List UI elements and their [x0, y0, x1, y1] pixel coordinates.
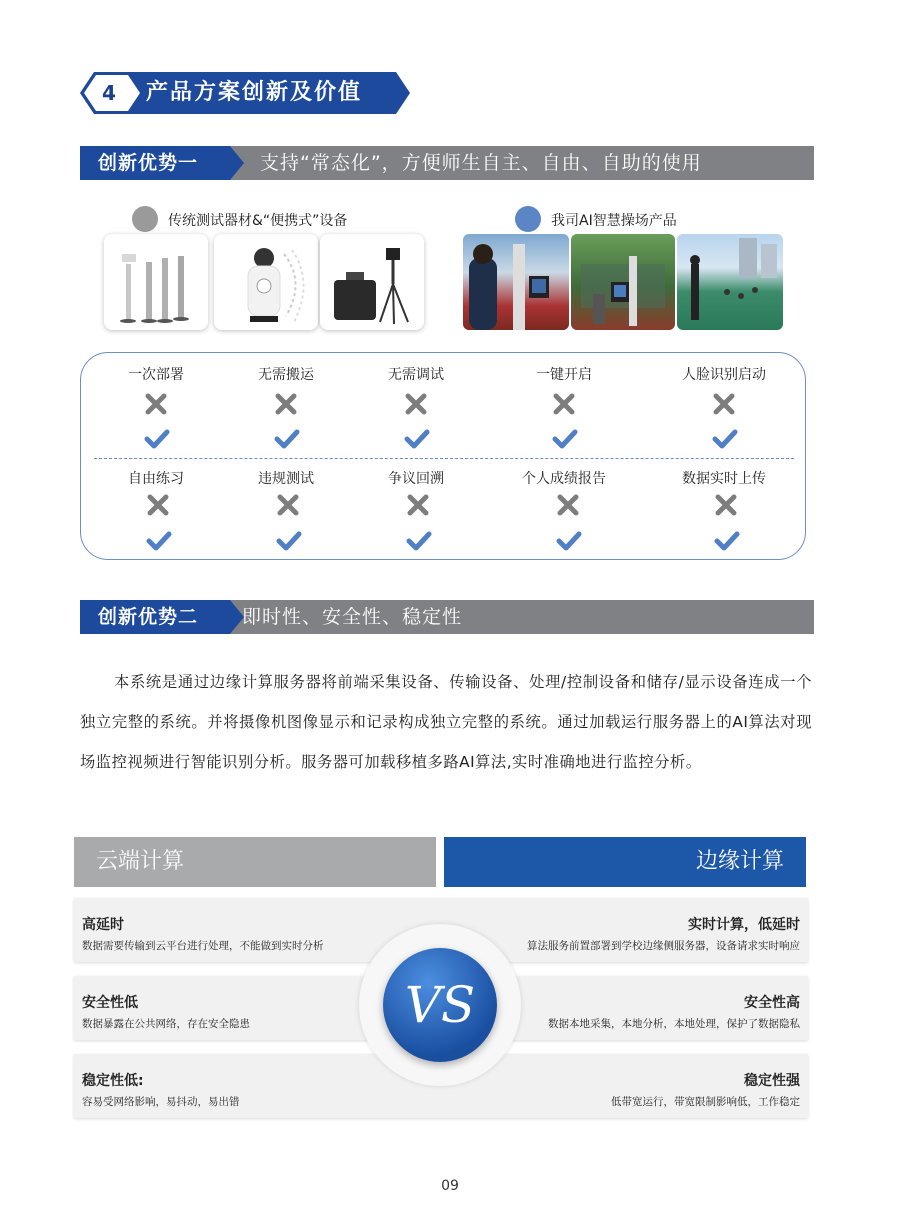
edge-computing-title: 边缘计算	[695, 849, 784, 874]
ai-product-photo-3	[677, 234, 783, 330]
x-mark-icon	[276, 494, 300, 516]
x-mark-icon	[406, 494, 430, 516]
check-mark-icon	[404, 428, 430, 450]
advantage1-tag: 创新优势一	[98, 152, 199, 174]
cloud-point-desc: 数据暴露在公共网络，存在安全隐患	[82, 1018, 250, 1030]
edge-point-desc: 算法服务前置部署到学校边缘侧服务器，设备请求实时响应	[527, 940, 800, 952]
check-mark-icon	[712, 428, 738, 450]
advantage1-banner	[80, 146, 814, 180]
x-mark-icon	[404, 393, 428, 415]
cloud-point-title: 高延时	[82, 917, 124, 933]
check-mark-icon	[552, 428, 578, 450]
advantage2-desc: 即时性、安全性、稳定性	[242, 606, 463, 628]
check-mark-icon	[146, 530, 172, 552]
ai-product-photo-2	[571, 234, 675, 330]
section-title: 产品方案创新及价值	[146, 80, 363, 105]
cloud-point-title: 稳定性低:	[82, 1073, 144, 1089]
vs-badge	[383, 948, 497, 1062]
feature-label: 违规测试	[258, 471, 314, 487]
feature-label: 一次部署	[128, 367, 184, 383]
cloud-point-desc: 容易受网络影响，易抖动，易出错	[82, 1096, 240, 1108]
feature-label: 个人成绩报告	[522, 471, 606, 487]
feature-label: 争议回溯	[388, 471, 444, 487]
feature-label: 无需搬运	[258, 367, 314, 383]
advantage1-desc: 支持“常态化”，方便师生自主、自由、自助的使用	[260, 152, 702, 174]
feature-label: 数据实时上传	[682, 471, 766, 487]
section-number: 4	[102, 81, 116, 105]
x-mark-icon	[144, 393, 168, 415]
advantage2-banner	[80, 600, 814, 634]
check-mark-icon	[556, 530, 582, 552]
cloud-point-desc: 数据需要传输到云平台进行处理，不能做到实时分析	[82, 940, 324, 952]
cloud-computing-tab	[74, 837, 436, 887]
edge-point-title: 稳定性强	[744, 1073, 800, 1089]
cloud-computing-title: 云端计算	[96, 849, 185, 874]
edge-point-title: 安全性高	[744, 995, 800, 1011]
feature-label: 无需调试	[388, 367, 444, 383]
check-mark-icon	[714, 530, 740, 552]
edge-point-title: 实时计算，低延时	[688, 917, 800, 933]
equipment-case-tripod-image	[320, 234, 424, 330]
check-mark-icon	[276, 530, 302, 552]
equipment-poles-image	[104, 234, 208, 330]
edge-computing-tab	[444, 837, 806, 887]
legend-traditional: 传统测试器材&“便携式”设备	[168, 213, 348, 229]
check-mark-icon	[144, 428, 170, 450]
edge-point-desc: 数据本地采集，本地分析，本地处理，保护了数据隐私	[548, 1018, 800, 1030]
ai-product-photo-1	[463, 234, 569, 330]
legend-dot-ai-product	[515, 206, 541, 232]
comparison-divider	[94, 458, 794, 459]
cloud-point-title: 安全性低	[82, 995, 138, 1011]
x-mark-icon	[552, 393, 576, 415]
check-mark-icon	[406, 530, 432, 552]
legend-ai-product: 我司AI智慧操场产品	[551, 213, 677, 229]
x-mark-icon	[556, 494, 580, 516]
page-number: 09	[441, 1178, 459, 1194]
feature-label: 人脸识别启动	[682, 367, 766, 383]
vs-text: VS	[404, 976, 476, 1034]
edge-point-desc: 低带宽运行，带宽限制影响低，工作稳定	[611, 1096, 800, 1108]
x-mark-icon	[712, 393, 736, 415]
legend-dot-traditional	[132, 206, 158, 232]
check-mark-icon	[274, 428, 300, 450]
equipment-robot-image	[214, 234, 318, 330]
section-header	[80, 72, 410, 114]
feature-label: 自由练习	[128, 471, 184, 487]
system-description	[80, 662, 812, 782]
paragraph-text: 本系统是通过边缘计算服务器将前端采集设备、传输设备、处理/控制设备和储存/显示设备连成一个独立完整的系统。并将摄像机图像显示和记录构成独立完整的系统。通过加载运行服务器上的AI算法对现场监控视频进行智能识别分析。服务器可加载移植多路AI算法,实时准确地进行监控分析。	[80, 673, 812, 771]
advantage2-tag: 创新优势二	[98, 606, 199, 628]
x-mark-icon	[146, 494, 170, 516]
x-mark-icon	[274, 393, 298, 415]
feature-label: 一键开启	[536, 367, 592, 383]
x-mark-icon	[714, 494, 738, 516]
